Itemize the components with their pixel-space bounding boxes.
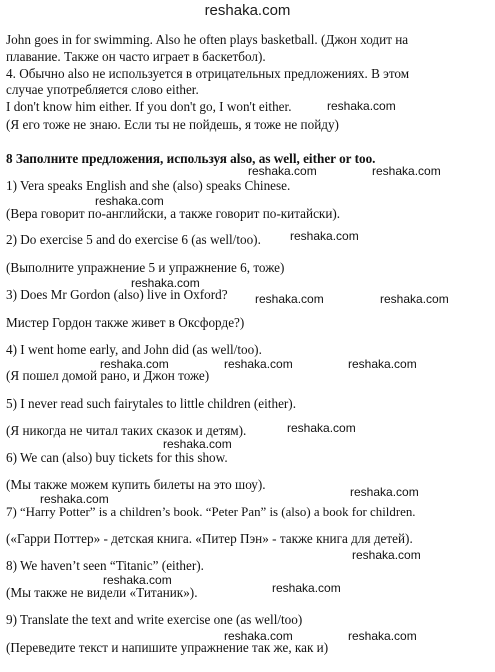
exercise-3-ru: Мистер Гордон также живет в Оксфорде?) <box>6 315 245 330</box>
exercise-8-en: 8) We haven’t seen “Titanic” (either). <box>6 558 204 573</box>
watermark: reshaka.com <box>131 276 200 290</box>
watermark: reshaka.com <box>287 421 356 435</box>
intro-line-6: (Я его тоже не знаю. Если ты не пойдешь, я тоже не пойду) <box>6 117 339 132</box>
watermark: reshaka.com <box>350 485 419 499</box>
watermark: reshaka.com <box>103 573 172 587</box>
exercise-6-en: 6) We can (also) buy tickets for this show. <box>6 450 228 465</box>
watermark: reshaka.com <box>224 357 293 371</box>
watermark: reshaka.com <box>40 492 109 506</box>
exercise-1-ru: (Вера говорит по-английски, а также говорит по-китайски). <box>6 206 341 221</box>
watermark: reshaka.com <box>272 581 341 595</box>
watermark: reshaka.com <box>380 292 449 306</box>
site-header: reshaka.com <box>204 2 291 19</box>
watermark: reshaka.com <box>95 194 164 208</box>
exercise-heading: 8 Заполните предложения, используя also, as well, either or too. <box>6 151 376 166</box>
watermark: reshaka.com <box>255 292 324 306</box>
exercise-4-ru: (Я пошел домой рано, и Джон тоже) <box>6 368 210 383</box>
exercise-6-ru: (Мы также можем купить билеты на это шоу). <box>6 477 266 492</box>
watermark: reshaka.com <box>224 629 293 643</box>
intro-line-3: 4. Обычно also не используется в отрицательных предложениях. В этом <box>6 66 410 81</box>
watermark: reshaka.com <box>163 437 232 451</box>
exercise-3-en: 3) Does Mr Gordon (also) live in Oxford? <box>6 287 228 302</box>
watermark: reshaka.com <box>372 164 441 178</box>
watermark: reshaka.com <box>248 164 317 178</box>
watermark: reshaka.com <box>327 99 396 113</box>
exercise-7-en: 7) “Harry Potter” is a children’s book. “Peter Pan” is (also) a book for children. <box>6 505 416 519</box>
exercise-4-en: 4) I went home early, and John did (as well/too). <box>6 342 262 357</box>
intro-line-5: I don't know him either. If you don't go, I won't either. <box>6 99 292 114</box>
watermark: reshaka.com <box>352 548 421 562</box>
watermark: reshaka.com <box>348 357 417 371</box>
intro-line-1: John goes in for swimming. Also he often plays basketball. (Джон ходит на <box>6 32 409 47</box>
exercise-8-ru: (Мы также не видели «Титаник»). <box>6 585 198 600</box>
exercise-5-ru: (Я никогда не читал таких сказок и детям). <box>6 423 247 438</box>
intro-line-2: плавание. Также он часто играет в баскетбол). <box>6 49 266 64</box>
exercise-9-ru: (Переведите текст и напишите упражнение так же, как и) <box>6 640 329 655</box>
watermark: reshaka.com <box>290 229 359 243</box>
exercise-7-ru: («Гарри Поттер» - детская книга. «Питер Пэн» - также книга для детей). <box>6 531 413 546</box>
exercise-2-en: 2) Do exercise 5 and do exercise 6 (as well/too). <box>6 232 261 247</box>
watermark: reshaka.com <box>100 357 169 371</box>
watermark: reshaka.com <box>348 629 417 643</box>
exercise-5-en: 5) I never read such fairytales to little children (either). <box>6 396 296 411</box>
exercise-2-ru: (Выполните упражнение 5 и упражнение 6, тоже) <box>6 260 285 275</box>
exercise-9-en: 9) Translate the text and write exercise one (as well/too) <box>6 612 303 627</box>
exercise-1-en: 1) Vera speaks English and she (also) speaks Chinese. <box>6 178 291 193</box>
intro-line-4: случае употребляется слово either. <box>6 82 199 97</box>
